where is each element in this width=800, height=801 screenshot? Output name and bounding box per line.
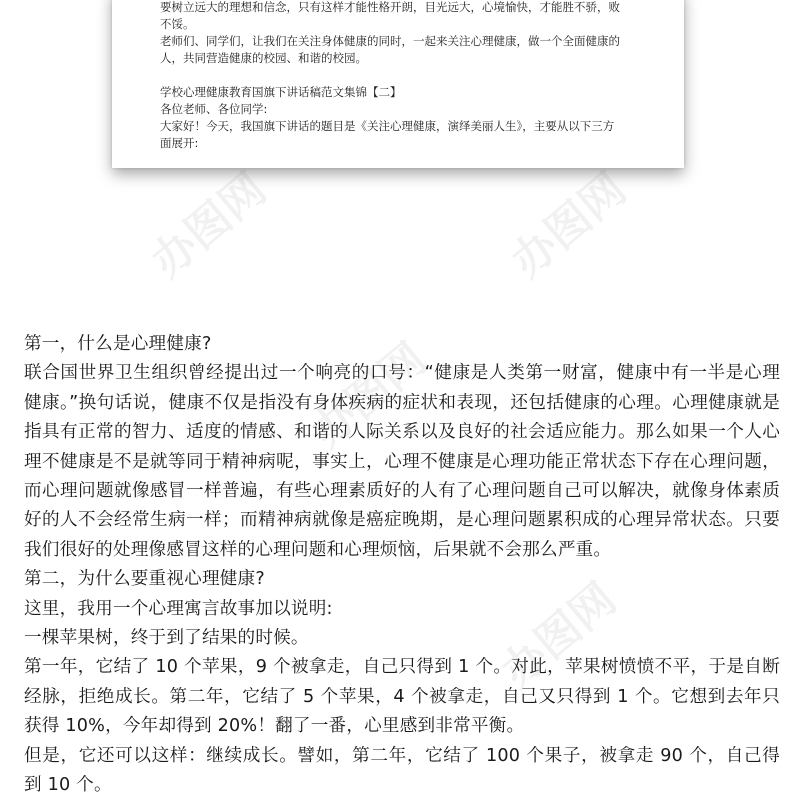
article-body: [24, 330, 780, 801]
section-heading: 第二，为什么要重视心理健康?: [24, 569, 265, 590]
paragraph: 这里，我用一个心理寓言故事加以说明:: [24, 598, 333, 619]
preview-line: 老师们、同学们，让我们在关注身体健康的同时，一起来关注心理健康，做一个全面健康的: [160, 34, 620, 48]
preview-heading: 学校心理健康教育国旗下讲话稿范文集锦【二】: [160, 85, 402, 99]
preview-line: 人，共同营造健康的校园、和谐的校园。: [160, 51, 367, 65]
watermark: 办图网: [141, 163, 276, 288]
watermark: 办图网: [491, 573, 626, 698]
preview-line: 不馁。: [160, 17, 195, 31]
preview-line: 要树立远大的理想和信念，只有这样才能性格开朗，目光远大，心境愉快，才能胜不骄，败: [160, 0, 620, 14]
preview-intro-line: 大家好！今天，我国旗下讲话的题目是《关注心理健康，演绎美丽人生》，主要从以下三方: [160, 119, 615, 133]
paragraph: 但是，它还可以这样：继续成长。譬如，第二年，它结了 100 个果子，被拿走 90 个，自己得到 10 个。: [24, 745, 780, 796]
section-heading: 第一，什么是心理健康?: [24, 334, 212, 354]
paragraph: 第一年，它结了 10 个苹果，9 个被拿走，自己只得到 1 个。对此，苹果树愤愤不平，于是自断经脉，拒绝成长。第二年，它结了 5 个苹果，4 个被拿走，自己又只得到 1 个。它想到去年只获得 10%，今年却得到 20%！翻了一番，心里感到非常平衡。: [24, 657, 780, 737]
preview-greeting: 各位老师、各位同学:: [160, 102, 268, 116]
document-preview-card: [112, 0, 684, 168]
preview-intro-line: 面展开:: [160, 136, 199, 150]
paragraph: 一棵苹果树，终于到了结果的时候。: [24, 628, 309, 649]
paragraph: 联合国世界卫生组织曾经提出过一个响亮的口号：“健康是人类第一财富，健康中有一半是心理健康。”换句话说，健康不仅是指没有身体疾病的症状和表现，还包括健康的心理。心理健康就是指具有正常的智力、适度的情感、和谐的人际关系以及良好的社会适应能力。那么如果一个人心理不健康是不是就等同于精神病呢，事实上，心理不健康是心理功能正常状态下存在心理问题，而心理问题就像感冒一样普遍，有些心理素质好的人有了心理问题自己可以解决，就像身体素质好的人不会经常生病一样；而精神病就像是癌症晚期，是心理问题累积成的心理异常状态。只要我们很好的处理像感冒这样的心理问题和心理烦恼，后果就不会那么严重。: [24, 363, 780, 560]
preview-text-block: [160, 0, 642, 152]
watermark: 办图网: [301, 333, 436, 458]
watermark: 办图网: [501, 163, 636, 288]
